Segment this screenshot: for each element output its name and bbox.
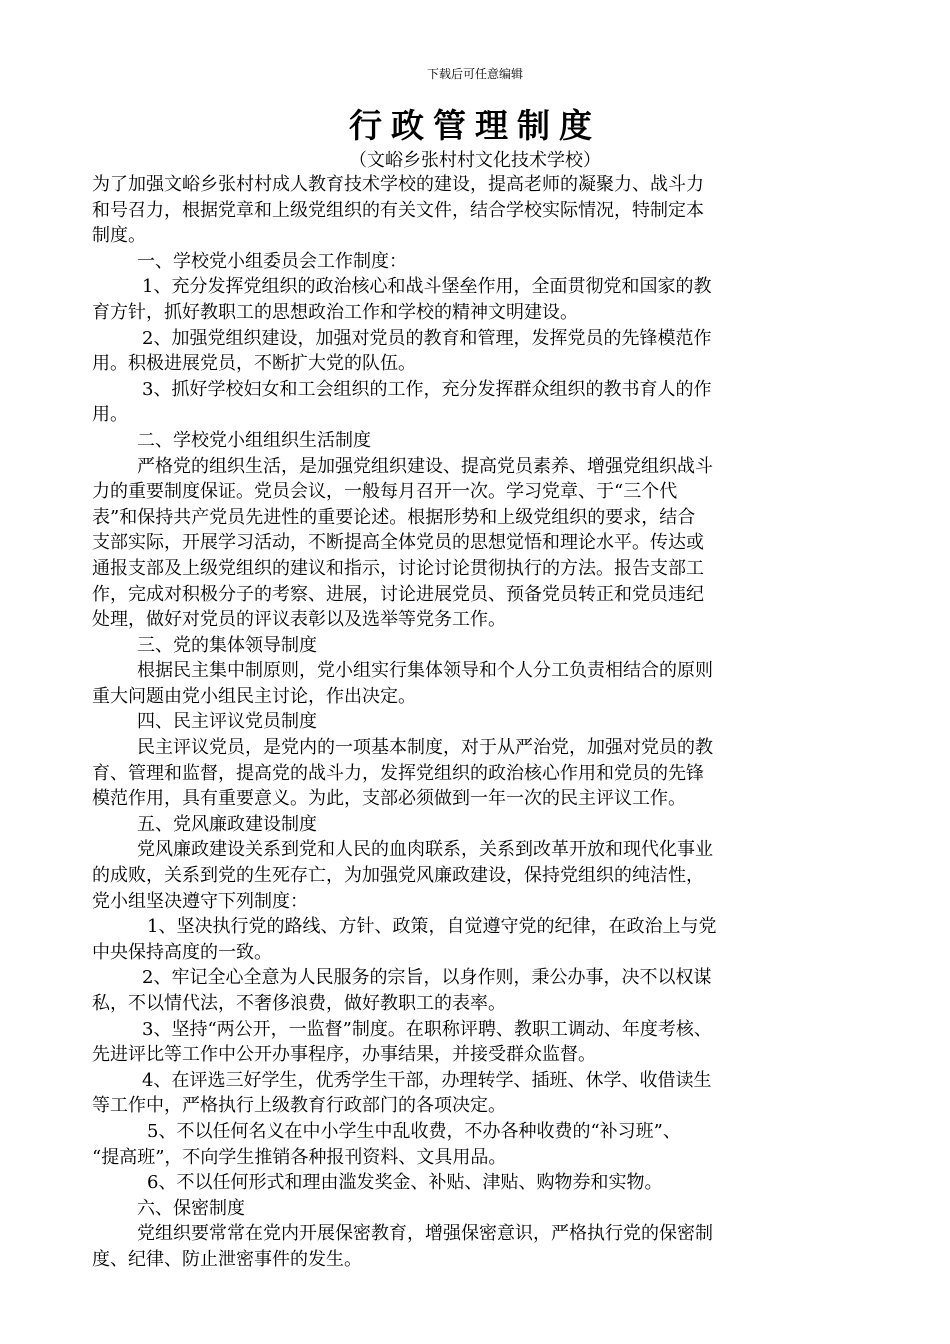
paragraph-line: 处理，做好对党员的评议表彰以及选举等党务工作。 (92, 609, 506, 631)
intro-line: 为了加强文峪乡张村村成人教育技术学校的建设，提高老师的凝聚力、战斗力 (92, 174, 704, 195)
list-item-line: 6、不以任何形式和理由滥发奖金、补贴、津贴、购物券和实物。 (147, 1172, 663, 1194)
paragraph-line: 通报支部及上级党组织的建议和指示，讨论讨论贯彻执行的方法。报告支部工 (92, 557, 704, 579)
list-item-line: 用。 (92, 404, 128, 426)
list-item-line: 4、在评选三好学生，优秀学生干部，办理转学、插班、休学、收借读生 (142, 1069, 712, 1091)
list-item-line: 用。积极进展党员，不断扩大党的队伍。 (92, 353, 416, 375)
document-title: 行政管理制度 (349, 106, 601, 145)
section-heading: 四、民主评议党员制度 (137, 711, 317, 733)
paragraph-line: 根据民主集中制原则，党小组实行集体领导和个人分工负责相结合的原则 (137, 660, 713, 682)
header-note: 下载后可任意编辑 (426, 67, 523, 81)
list-item-line: 2、加强党组织建设，加强对党员的教育和管理，发挥党员的先锋模范作 (142, 327, 712, 349)
paragraph-line: 模范作用，具有重要意义。为此，支部必须做到一年一次的民主评议工作。 (92, 788, 686, 810)
paragraph-line: 党风廉政建设关系到党和人民的血肉联系，关系到改革开放和现代化事业 (137, 839, 713, 861)
paragraph-line: 的成败，关系到党的生死存亡，为加强党风廉政建设，保持党组织的纯洁性， (92, 865, 704, 887)
paragraph-line: 民主评议党员，是党内的一项基本制度，对于从严治党，加强对党员的教 (137, 737, 713, 759)
intro-line: 和号召力，根据党章和上级党组织的有关文件，结合学校实际情况，特制定本 (92, 199, 704, 221)
list-item-line: 1、坚决执行党的路线、方针、政策，自觉遵守党的纪律，在政治上与党 (147, 916, 717, 938)
list-item-line: 1、充分发挥党组织的政治核心和战斗堡垒作用，全面贯彻党和国家的教 (142, 276, 712, 298)
paragraph-line: 党小组坚决遵守下列制度： (92, 890, 308, 912)
paragraph-line: 表”和保持共产党员先进性的重要论述。根据形势和上级党组织的要求，结合 (92, 506, 696, 528)
document-subtitle: （文峪乡张村村文化技术学校） (349, 150, 601, 171)
paragraph-line: 支部实际，开展学习活动，不断提高全体党员的思想觉悟和理论水平。传达或 (92, 532, 704, 554)
section-heading: 二、学校党小组组织生活制度 (137, 429, 371, 451)
section-heading: 五、党风廉政建设制度 (137, 813, 317, 835)
paragraph-line: 严格党的组织生活，是加强党组织建设、提高党员素养、增强党组织战斗 (137, 455, 713, 477)
document-body (92, 172, 862, 1273)
section-heading: 一、学校党小组委员会工作制度： (137, 250, 407, 272)
list-item-line: 先进评比等工作中公开办事程序，办事结果，并接受群众监督。 (92, 1044, 596, 1066)
paragraph-line: 重大问题由党小组民主讨论，作出决定。 (92, 685, 416, 707)
list-item-line: 中央保持高度的一致。 (92, 941, 272, 963)
paragraph-line: 度、纪律、防止泄密事件的发生。 (92, 1248, 362, 1270)
section-heading: 六、保密制度 (137, 1197, 245, 1219)
list-item-line: 5、不以任何名义在中小学生中乱收费，不办各种收费的“补习班”、 (147, 1120, 681, 1142)
list-item-line: 2、牢记全心全意为人民服务的宗旨，以身作则，秉公办事，决不以权谋 (142, 967, 712, 989)
section-heading: 三、党的集体领导制度 (137, 634, 317, 656)
paragraph-line: 党组织要常常在党内开展保密教育，增强保密意识，严格执行党的保密制 (137, 1223, 713, 1245)
list-item-line: “提高班”，不向学生推销各种报刊资料、文具用品。 (92, 1146, 507, 1168)
paragraph-line: 力的重要制度保证。党员会议，一般每月召开一次。学习党章、于“三个代 (92, 481, 678, 503)
intro-line: 制度。 (92, 225, 146, 247)
paragraph-line: 作，完成对积极分子的考察、进展，讨论进展党员、预备党员转正和党员违纪 (92, 583, 704, 605)
list-item-line: 等工作中，严格执行上级教育行政部门的各项决定。 (92, 1095, 506, 1117)
list-item-line: 私，不以情代法，不奢侈浪费，做好教职工的表率。 (92, 993, 506, 1014)
list-item-line: 育方针，抓好教职工的思想政治工作和学校的精神文明建设。 (92, 301, 578, 323)
paragraph-line: 育、管理和监督，提高党的战斗力，发挥党组织的政治核心作用和党员的先锋 (92, 762, 704, 784)
list-item-line: 3、抓好学校妇女和工会组织的工作，充分发挥群众组织的教书育人的作 (142, 378, 712, 400)
list-item-line: 3、坚持“两公开，一监督”制度。在职称评聘、教职工调动、年度考核、 (142, 1018, 712, 1040)
